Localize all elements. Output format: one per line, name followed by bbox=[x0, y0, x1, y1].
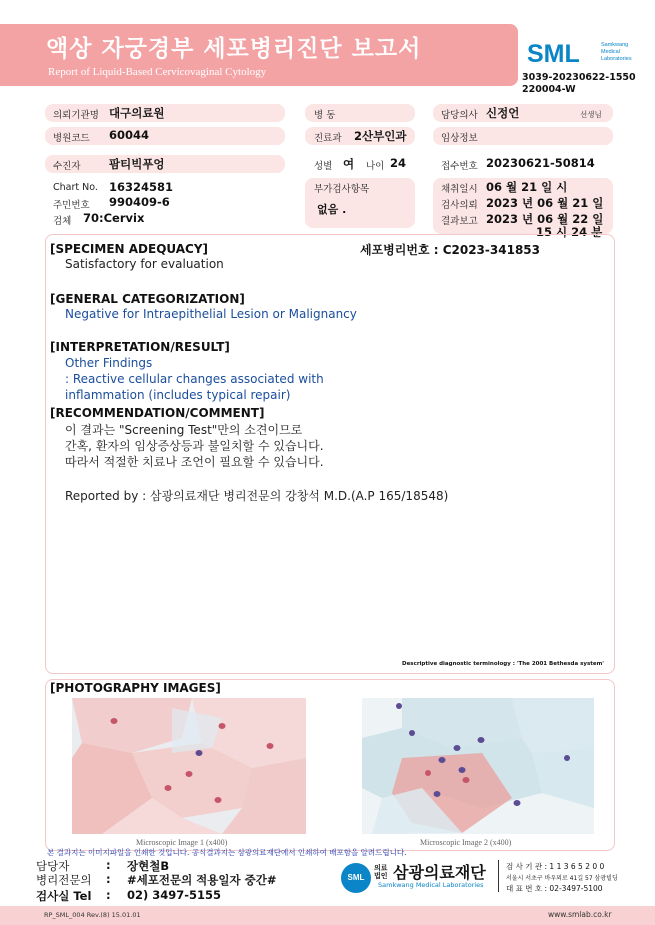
doctor-value: 신정언 bbox=[486, 106, 520, 120]
form-code: RP_SML_004 Rev.(8) 15.01.01 bbox=[44, 911, 141, 919]
recommendation-line-2: 간혹, 환자의 임상증상등과 불일치할 수 있습니다. bbox=[65, 439, 324, 453]
result-time-value: 15 시 24 분 bbox=[536, 225, 603, 239]
photography-heading: [PHOTOGRAPHY IMAGES] bbox=[50, 681, 221, 695]
cytology-number: 세포병리번호 : C2023-341853 bbox=[360, 243, 540, 257]
tel-label: 검사실 Tel bbox=[36, 889, 92, 903]
receipt-label: 접수번호 bbox=[441, 161, 478, 172]
specialist-label: 병리전문의 bbox=[36, 873, 92, 887]
lab-code: 검 사 기 관 : 1 1 3 6 5 2 0 0 bbox=[506, 862, 605, 871]
patient-label: 수진자 bbox=[53, 161, 81, 172]
caption-image-2: Microscopic Image 2 (x400) bbox=[420, 838, 512, 847]
microscopic-image-1 bbox=[72, 698, 306, 834]
specimen-value: 70:Cervix bbox=[83, 211, 145, 225]
interpretation-line-3: inflammation (includes typical repair) bbox=[65, 388, 291, 402]
specialist-value: #세포전문의 적용일자 중간# bbox=[127, 873, 277, 887]
collect-date-label: 채취일시 bbox=[441, 184, 478, 195]
general-categorization-heading: [GENERAL CATEGORIZATION] bbox=[50, 292, 245, 306]
result-date-value: 2023 년 06 월 22 일 bbox=[486, 212, 604, 226]
recommendation-heading: [RECOMMENDATION/COMMENT] bbox=[50, 406, 265, 420]
org-name: 삼광의료재단 bbox=[393, 863, 486, 882]
resident-number-label: 주민번호 bbox=[53, 200, 90, 211]
org-logo-icon: SML bbox=[341, 863, 371, 893]
reported-by: Reported by : 삼광의료재단 병리전문의 강창석 M.D.(A.P 165/18548) bbox=[65, 489, 449, 503]
interpretation-line-2: : Reactive cellular changes associated with bbox=[65, 372, 324, 386]
patient-value: 팜티빅푸엉 bbox=[109, 157, 165, 171]
request-date-label: 검사의뢰 bbox=[441, 200, 478, 211]
hospital-code-label: 병원코드 bbox=[53, 133, 90, 144]
general-categorization-text: Negative for Intraepithelial Lesion or Malignancy bbox=[65, 307, 357, 321]
department-label: 진료과 bbox=[314, 133, 342, 144]
interpretation-heading: [INTERPRETATION/RESULT] bbox=[50, 340, 230, 354]
chart-number-label: Chart No. bbox=[53, 182, 98, 193]
sex-label: 성별 bbox=[314, 161, 333, 172]
specimen-adequacy-heading: [SPECIMEN ADEQUACY] bbox=[50, 242, 209, 256]
patient-field bbox=[45, 155, 285, 173]
ward-label: 병 동 bbox=[314, 110, 336, 121]
recommendation-line-3: 따라서 적절한 치료나 조언이 필요할 수 있습니다. bbox=[65, 455, 324, 469]
org-prefix: 의료법인 bbox=[374, 864, 388, 880]
resident-number-value: 990409-6 bbox=[109, 195, 170, 209]
institution-value: 대구의료원 bbox=[109, 106, 165, 120]
recommendation-line-1: 이 결과는 "Screening Test"만의 소견이므로 bbox=[65, 423, 303, 437]
sex-value: 여 bbox=[343, 157, 355, 171]
website-link[interactable]: www.smlab.co.kr bbox=[548, 910, 612, 919]
print-notice: 본 결과지는 이미지파일을 인쇄한 것입니다. 공식결과지는 삼광의료재단에서 인쇄하여 배포함을 알려드립니다. bbox=[47, 848, 407, 857]
org-divider bbox=[498, 860, 499, 892]
chart-number-value: 16324581 bbox=[109, 180, 174, 194]
org-phone: 대 표 번 호 : 02-3497-5100 bbox=[506, 884, 603, 893]
microscopic-image-2 bbox=[362, 698, 594, 834]
department-value: 2산부인과 bbox=[354, 129, 407, 143]
age-label: 나이 bbox=[366, 161, 385, 172]
hospital-code-value: 60044 bbox=[109, 128, 150, 142]
manager-label: 담당자 bbox=[36, 859, 70, 873]
terminology-note: Descriptive diagnostic terminology : 'The 2001 Bethesda system' bbox=[402, 661, 604, 667]
manager-value: 장현철B bbox=[127, 859, 170, 873]
manager-colon: : bbox=[106, 858, 111, 872]
caption-image-1: Microscopic Image 1 (x400) bbox=[136, 838, 228, 847]
institution-label: 의뢰기관명 bbox=[53, 110, 99, 121]
receipt-value: 20230621-50814 bbox=[486, 156, 595, 170]
extra-test-value: 없음 . bbox=[317, 203, 347, 216]
age-value: 24 bbox=[390, 156, 407, 170]
collect-date-value: 06 월 21 일 시 bbox=[486, 180, 568, 194]
clinical-info-label: 임상정보 bbox=[441, 133, 478, 144]
microscopic-image-2-cells bbox=[362, 698, 594, 834]
interpretation-line-1: Other Findings bbox=[65, 356, 153, 370]
doctor-title: 선생님 bbox=[580, 110, 602, 119]
sml-logo: SML bbox=[527, 40, 580, 68]
microscopic-image-1-cells bbox=[72, 698, 306, 834]
extra-test-label: 부가검사항목 bbox=[314, 184, 370, 195]
report-reference-number: 3039-20230622-1550 220004-W bbox=[522, 72, 636, 95]
org-address: 서울시 서초구 바우뫼로 41길 57 삼광빌딩 bbox=[506, 875, 618, 882]
report-title: 액상 자궁경부 세포병리진단 보고서 bbox=[46, 36, 422, 62]
doctor-label: 담당의사 bbox=[441, 110, 478, 121]
tel-value: 02) 3497-5155 bbox=[127, 888, 222, 902]
specimen-label: 검체 bbox=[53, 216, 72, 227]
specialist-colon: : bbox=[106, 872, 111, 886]
report-subtitle: Report of Liquid-Based Cervicovaginal Cytology bbox=[48, 66, 267, 78]
specimen-adequacy-text: Satisfactory for evaluation bbox=[65, 257, 224, 271]
result-date-label: 결과보고 bbox=[441, 216, 478, 227]
request-date-value: 2023 년 06 월 21 일 bbox=[486, 196, 604, 210]
tel-colon: : bbox=[106, 888, 111, 902]
org-name-english: Samkwang Medical Laboratories bbox=[378, 881, 484, 889]
sml-logo-text: Samkwang Medical Laboratories bbox=[601, 42, 632, 62]
